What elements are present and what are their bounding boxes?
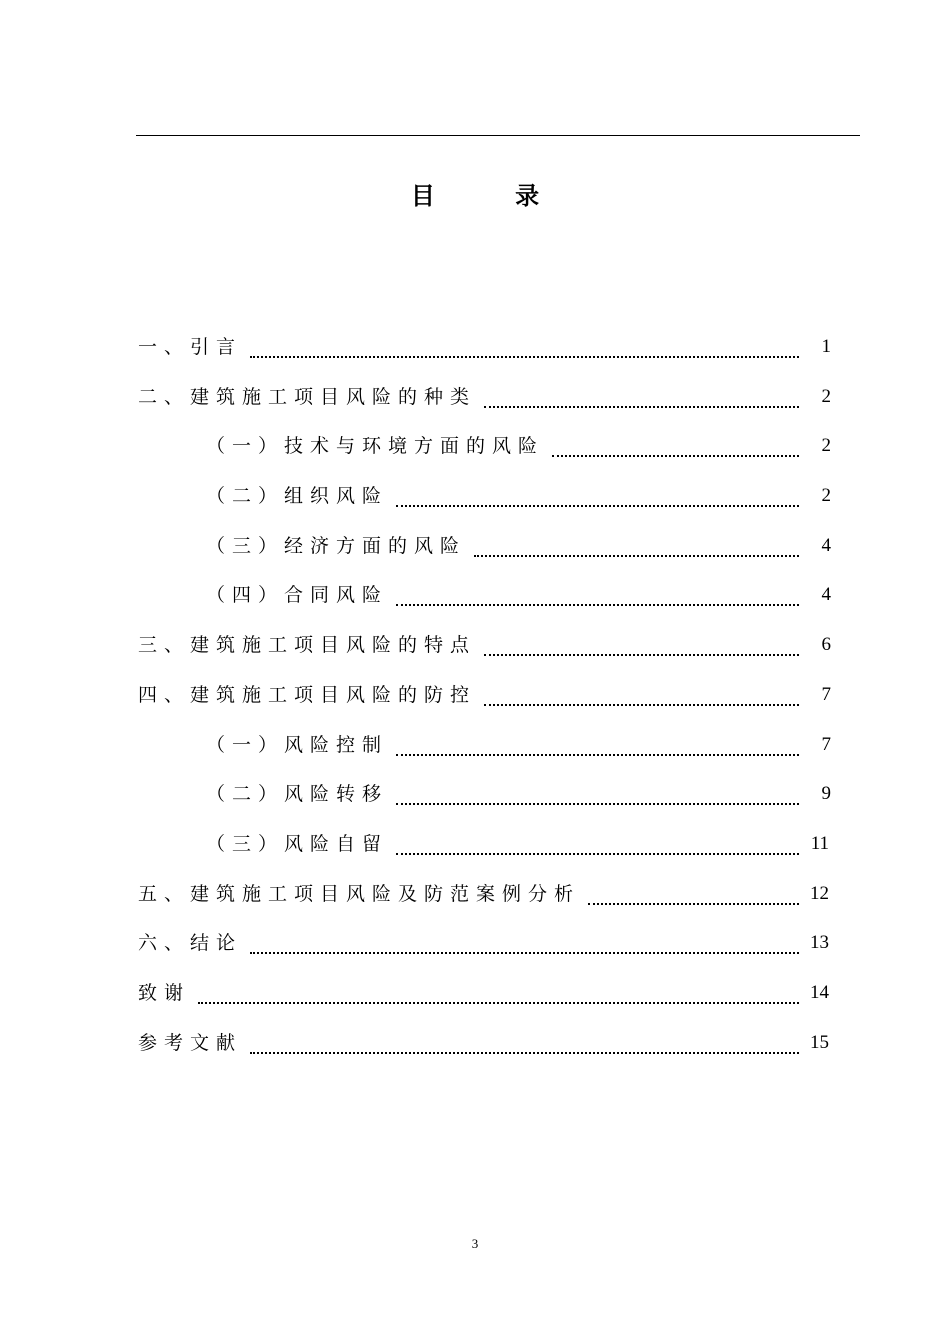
toc-entry[interactable] xyxy=(0,620,950,670)
footer-page-number: 3 xyxy=(471,1236,479,1251)
toc-entry-page: 2 xyxy=(801,385,831,409)
toc-entry-label: 六、结论 xyxy=(138,932,243,955)
toc-entry-label: （一）风险控制 xyxy=(206,733,389,756)
toc-entry[interactable] xyxy=(0,570,950,620)
toc-entry[interactable] xyxy=(0,322,950,372)
toc-dot-leader xyxy=(552,455,811,457)
toc-dot-leader xyxy=(396,803,811,805)
toc-entry-label: （四）合同风险 xyxy=(206,584,389,607)
toc-entry-page: 1 xyxy=(801,335,831,359)
toc-entry-label: 三、建筑施工项目风险的特点 xyxy=(138,634,477,657)
toc-dot-leader xyxy=(250,356,811,358)
toc-entry[interactable] xyxy=(0,521,950,571)
toc-entry[interactable] xyxy=(0,869,950,919)
header-rule xyxy=(136,135,860,136)
toc-entry-label: 致谢 xyxy=(138,981,191,1004)
toc-entry-page: 7 xyxy=(801,733,831,757)
toc-entry-label: 参考文献 xyxy=(138,1031,243,1054)
toc-entry-page: 2 xyxy=(801,434,831,458)
toc-dot-leader xyxy=(484,406,811,408)
toc-entry-label: （三）经济方面的风险 xyxy=(206,534,467,557)
toc-entry-label: （二）风险转移 xyxy=(206,783,389,806)
toc-entry-page: 9 xyxy=(801,782,831,806)
toc-entry[interactable] xyxy=(0,670,950,720)
toc-dot-leader xyxy=(484,654,811,656)
toc-entry[interactable] xyxy=(0,372,950,422)
toc-dot-leader xyxy=(396,505,811,507)
table-of-contents xyxy=(0,322,950,1067)
toc-entry[interactable] xyxy=(0,918,950,968)
toc-entry[interactable] xyxy=(0,769,950,819)
toc-entry-label: （一）技术与环境方面的风险 xyxy=(206,435,545,458)
toc-entry[interactable] xyxy=(0,968,950,1018)
toc-dot-leader xyxy=(474,555,811,557)
toc-dot-leader xyxy=(484,704,811,706)
toc-entry-label: 四、建筑施工项目风险的防控 xyxy=(138,683,477,706)
toc-entry-label: 五、建筑施工项目风险及防范案例分析 xyxy=(138,882,581,905)
toc-entry[interactable] xyxy=(0,1018,950,1068)
toc-entry-label: 一、引言 xyxy=(138,336,243,358)
toc-entry[interactable] xyxy=(0,421,950,471)
toc-entry-label: 二、建筑施工项目风险的种类 xyxy=(138,385,477,408)
toc-entry-page: 12 xyxy=(799,882,829,906)
toc-dot-leader xyxy=(250,952,799,954)
toc-entry-page: 2 xyxy=(801,484,831,508)
toc-entry-label: （二）组织风险 xyxy=(206,485,389,508)
toc-entry-label: （三）风险自留 xyxy=(206,832,389,855)
toc-dot-leader xyxy=(396,604,811,606)
toc-entry-page: 7 xyxy=(801,683,831,707)
toc-entry[interactable] xyxy=(0,819,950,869)
toc-dot-leader xyxy=(396,853,799,855)
toc-entry-page: 6 xyxy=(801,633,831,657)
toc-entry-page: 15 xyxy=(799,1031,829,1055)
page-title: 目 录 xyxy=(410,182,576,210)
toc-entry-page: 11 xyxy=(799,832,829,856)
toc-entry-page: 4 xyxy=(801,534,831,558)
toc-dot-leader xyxy=(588,903,799,905)
toc-dot-leader xyxy=(250,1052,799,1054)
toc-dot-leader xyxy=(396,754,811,756)
toc-dot-leader xyxy=(198,1002,799,1004)
toc-entry[interactable] xyxy=(0,471,950,521)
toc-entry-page: 14 xyxy=(799,981,829,1005)
toc-entry-page: 13 xyxy=(799,931,829,955)
toc-entry-page: 4 xyxy=(801,583,831,607)
toc-entry[interactable] xyxy=(0,720,950,770)
